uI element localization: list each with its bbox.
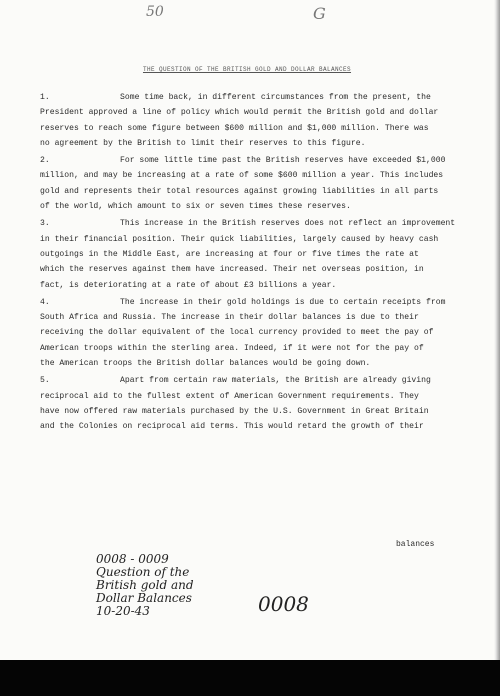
line-text: outgoings in the Middle East, are increasing at four or five times the rate at xyxy=(40,249,419,259)
text-line xyxy=(40,262,480,277)
text-line xyxy=(40,356,480,371)
line-text: and the Colonies on reciprocal aid terms. This would retard the growth of their xyxy=(40,422,424,432)
paragraph xyxy=(40,153,480,214)
text-line xyxy=(40,341,480,356)
handwritten-annotation xyxy=(96,553,246,618)
continued-word: balances xyxy=(396,540,435,549)
line-text: Apart from certain raw materials, the British are already giving xyxy=(120,376,431,386)
paragraph-number: 1. xyxy=(40,93,50,102)
handwritten-line: 10-20-43 xyxy=(96,604,150,618)
line-text: For some little time past the British reserves have exceeded $1,000 xyxy=(120,156,446,166)
text-line xyxy=(40,90,480,105)
text-line xyxy=(40,419,480,434)
line-text: This increase in the British reserves does not reflect an improvement xyxy=(120,219,456,229)
text-line xyxy=(40,105,480,120)
scan-edge-shadow xyxy=(494,0,500,660)
text-line xyxy=(40,278,480,293)
scan-bottom-border xyxy=(0,660,500,696)
paragraph xyxy=(40,216,480,292)
text-line xyxy=(40,184,480,199)
text-line xyxy=(40,153,480,168)
paragraph-number: 4. xyxy=(40,297,50,307)
line-text: The increase in their gold holdings is due to certain receipts from xyxy=(120,297,446,307)
text-line xyxy=(40,295,480,310)
handwritten-line: Question of the xyxy=(96,565,190,579)
paragraph xyxy=(40,373,480,434)
text-line xyxy=(40,121,480,136)
text-line xyxy=(40,373,480,388)
line-text: no agreement by the British to limit their reserves to this figure. xyxy=(40,138,366,148)
line-text: million, and may be increasing at a rate of some $600 million a year. This includes xyxy=(40,171,444,181)
paragraph xyxy=(40,295,480,371)
text-line xyxy=(40,168,480,183)
text-line xyxy=(40,325,480,340)
line-text: reciprocal aid to the fullest extent of American Government requirements. They xyxy=(40,391,419,401)
line-text: reserves to reach some figure between $600 million and $1,000 million. There was xyxy=(40,123,429,133)
line-text: which the reserves against them have increased. Their net overseas position, in xyxy=(40,265,424,275)
text-line xyxy=(40,389,480,404)
paragraph-number: 3. xyxy=(40,219,50,229)
text-line xyxy=(40,136,480,151)
line-text: South Africa and Russia. The increase in their dollar balances is due to their xyxy=(40,313,419,323)
text-line xyxy=(40,310,480,325)
line-text: in their financial position. Their quick liabilities, largely caused by heavy cash xyxy=(40,234,439,244)
handwritten-line: 0008 - 0009 xyxy=(96,552,169,566)
header-mark-right: G xyxy=(313,4,326,23)
line-text: American troops within the sterling area. Indeed, if it were not for the pay of xyxy=(40,343,424,353)
line-text: receiving the dollar equivalent of the local currency provided to meet the pay of xyxy=(40,328,434,338)
line-text: of the world, which amount to six or seven times these reserves. xyxy=(40,202,351,212)
line-text: fact, is deteriorating at a rate of about £3 billions a year. xyxy=(40,280,337,290)
paragraph-number: 2. xyxy=(40,156,50,166)
line-text: Some time back, in different circumstances from the present, the xyxy=(120,93,431,102)
handwritten-page-number: 0008 xyxy=(258,592,309,616)
handwritten-line: British gold and xyxy=(96,578,194,592)
paragraph xyxy=(40,90,480,151)
line-text: have now offered raw materials purchased by the U.S. Government in Great Britain xyxy=(40,406,429,416)
handwritten-line: Dollar Balances xyxy=(96,591,192,605)
text-line xyxy=(40,247,480,262)
text-line xyxy=(40,404,480,419)
text-line xyxy=(40,216,480,231)
document-title: THE QUESTION OF THE BRITISH GOLD AND DOLLAR BALANCES xyxy=(142,66,352,73)
line-text: President approved a line of policy which would permit the British gold and dollar xyxy=(40,108,439,118)
paragraph-number: 5. xyxy=(40,376,50,386)
text-line xyxy=(40,199,480,214)
line-text: gold and represents their total resources against growing liabilities in all parts xyxy=(40,186,439,196)
line-text: the American troops the British dollar balances would be going down. xyxy=(40,359,371,369)
document-body xyxy=(40,90,480,437)
text-line xyxy=(40,232,480,247)
header-mark-left: 50 xyxy=(146,4,164,20)
